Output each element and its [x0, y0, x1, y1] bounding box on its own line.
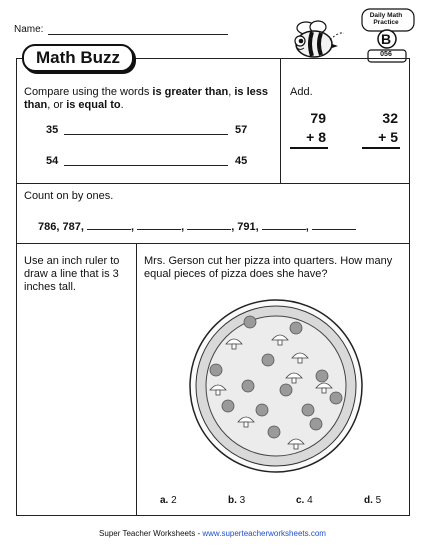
choice-c[interactable]: c. 4	[296, 495, 313, 506]
choice-b[interactable]: b. 3	[228, 495, 246, 506]
pizza-question: Mrs. Gerson cut her pizza into quarters. How many equal pieces of pizza does she have?	[144, 255, 393, 280]
count-blank[interactable]	[262, 219, 306, 230]
choice-d[interactable]: d. 5	[364, 495, 382, 506]
footer	[0, 529, 425, 538]
divider	[16, 243, 410, 244]
compare-left-2: 54	[46, 155, 59, 167]
footer-brand: Super Teacher Worksheets -	[99, 529, 203, 538]
count-blank[interactable]	[312, 219, 356, 230]
add-title: Add.	[290, 86, 313, 98]
add-bottom-1: + 8	[306, 129, 326, 145]
count-blank[interactable]	[187, 219, 231, 230]
compare-right-1: 57	[235, 124, 248, 136]
add-bar-1	[290, 147, 328, 149]
bee-icon	[284, 18, 344, 62]
badge-number: 056	[380, 51, 392, 58]
count-sequence: 786, 787, , , , 791, ,	[38, 219, 356, 233]
compare-instruction: Compare using the words is greater than, is less than, or is equal to.	[24, 86, 268, 111]
page-title: Math Buzz	[22, 44, 134, 72]
add-bottom-2: + 5	[378, 129, 398, 145]
count-blank[interactable]	[137, 219, 181, 230]
divider	[16, 183, 410, 184]
pizza-image	[188, 298, 364, 474]
footer-url[interactable]: www.superteacherworksheets.com	[202, 529, 326, 538]
add-bar-2	[362, 147, 400, 149]
compare-answer-line-1[interactable]	[64, 134, 228, 135]
divider	[136, 243, 137, 516]
divider	[280, 58, 281, 184]
compare-left-1: 35	[46, 124, 59, 136]
count-instruction: Count on by ones.	[24, 190, 114, 202]
badge-title: Daily Math Practice	[369, 12, 403, 26]
ruler-instruction: Use an inch ruler to draw a line that is 3 inches tall.	[24, 255, 120, 293]
name-field[interactable]	[48, 34, 228, 35]
compare-right-2: 45	[235, 155, 248, 167]
name-label: Name:	[14, 24, 44, 35]
add-top-2: 32	[382, 110, 398, 126]
choice-a[interactable]: a. 2	[160, 495, 177, 506]
badge-letter: B	[380, 31, 392, 47]
add-top-1: 79	[310, 110, 326, 126]
compare-answer-line-2[interactable]	[64, 165, 228, 166]
count-blank[interactable]	[87, 219, 131, 230]
